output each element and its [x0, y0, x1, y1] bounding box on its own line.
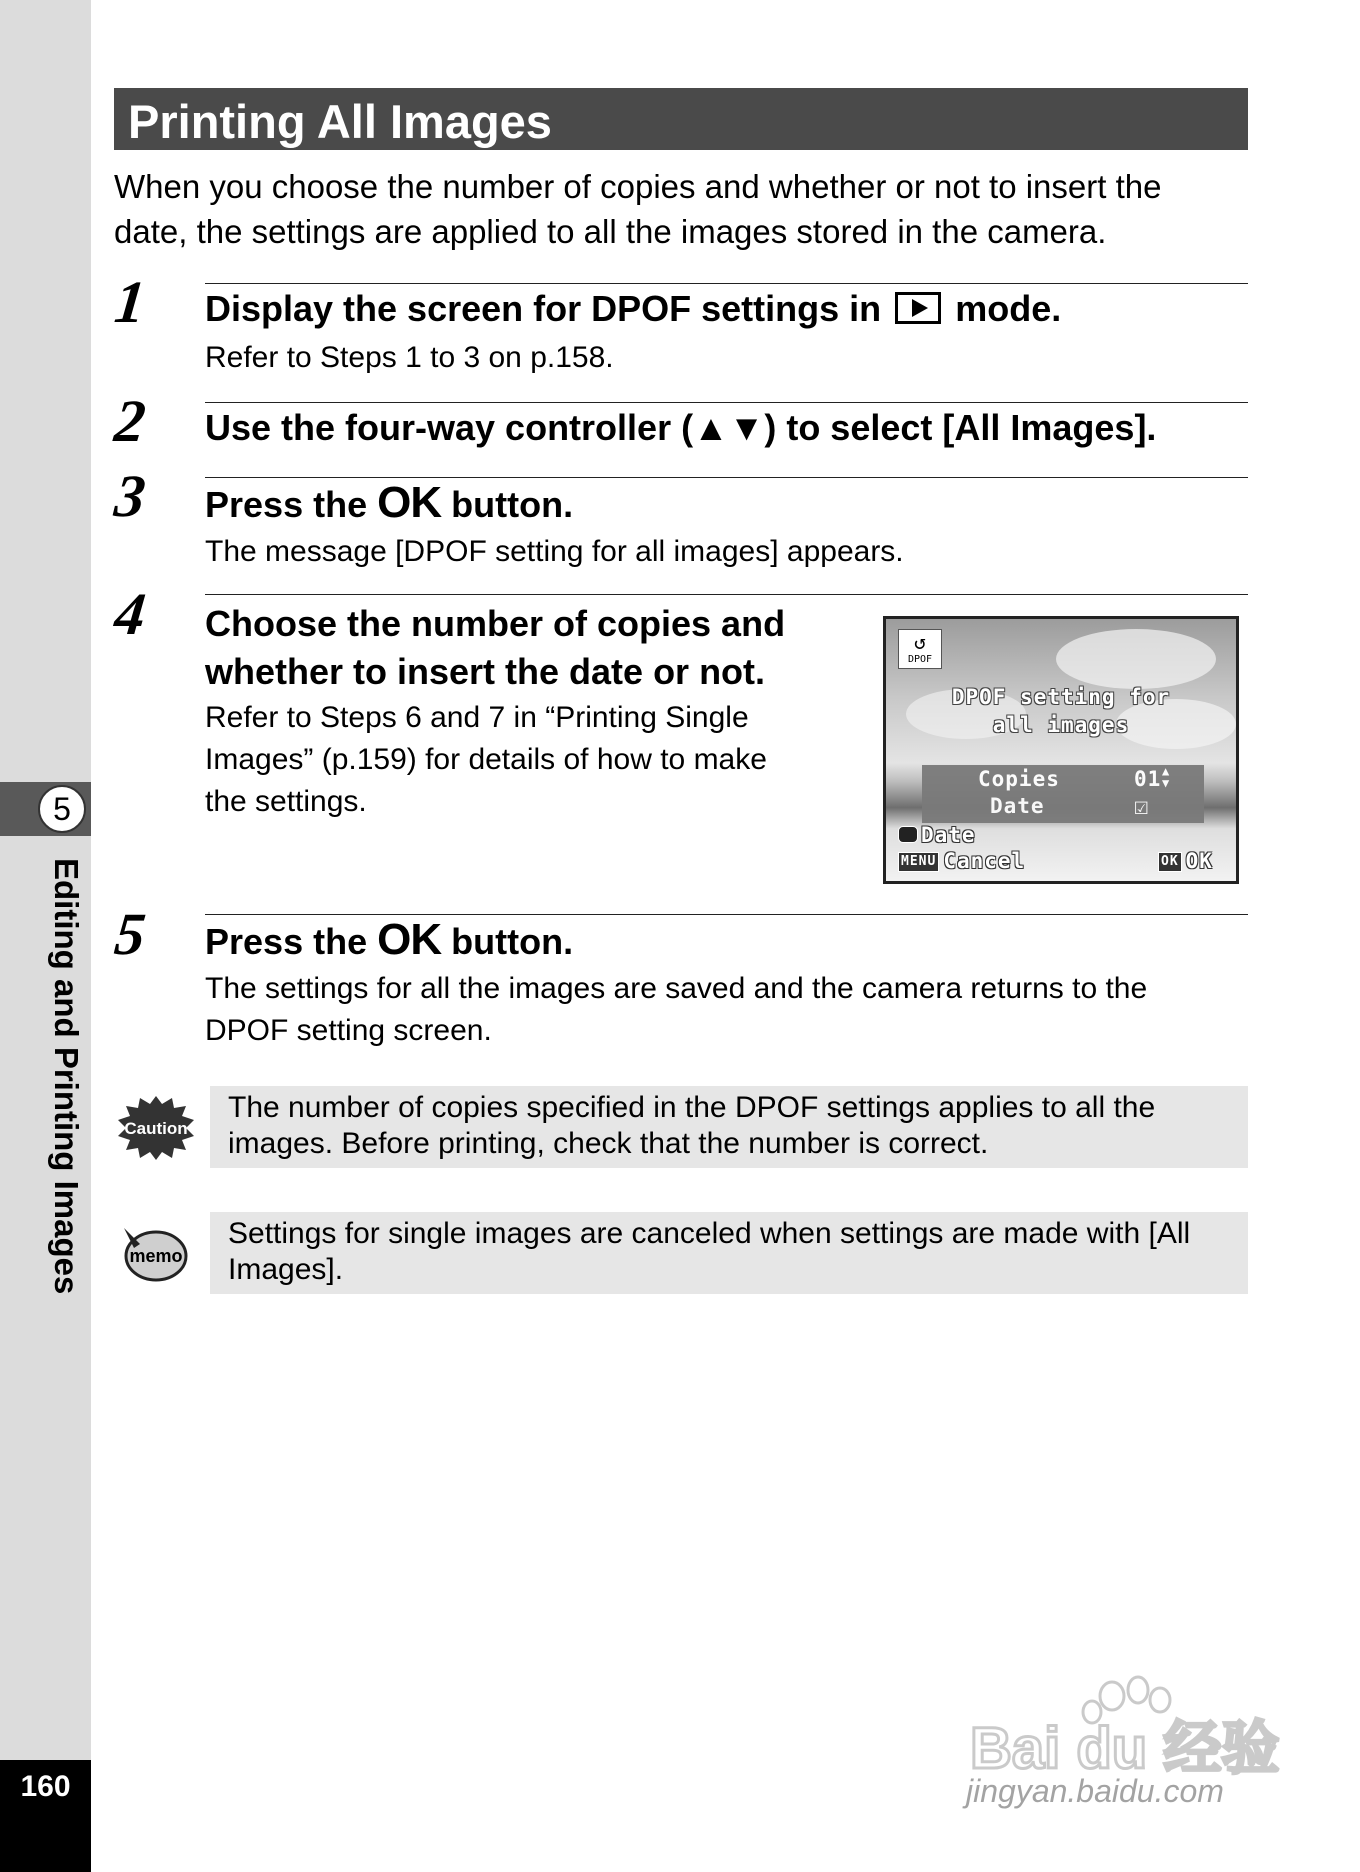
- step-heading: [205, 478, 573, 528]
- step-heading: [205, 288, 1061, 330]
- step-number: 5: [111, 901, 149, 967]
- page-number: 160: [20, 1770, 71, 1803]
- memo-icon-label: memo: [129, 1246, 183, 1266]
- play-icon: [895, 292, 941, 324]
- camera-message: DPOF setting for: [951, 685, 1171, 709]
- step-heading-text: mode.: [955, 288, 1062, 329]
- camera-message: all images: [992, 713, 1130, 737]
- step-body: [205, 697, 767, 823]
- intro-line: date, the settings are applied to all the images stored in the camera.: [114, 213, 1107, 250]
- step-number: 4: [111, 581, 149, 647]
- intro-line: When you choose the number of copies and whether or not to insert the: [114, 168, 1162, 205]
- dpof-icon-label: DPOF: [907, 654, 933, 665]
- step-body: [205, 968, 1147, 1052]
- green-button-icon: [898, 826, 918, 843]
- cancel-control: [898, 849, 1025, 873]
- step-number: 2: [111, 388, 149, 454]
- ok-button-symbol: OK: [377, 478, 442, 527]
- note-line: The number of copies specified in the DPOF settings applies to all the: [228, 1091, 1156, 1124]
- up-down-arrows-icon: ▲ ▼: [1162, 764, 1171, 790]
- step-heading-text: button.: [451, 484, 574, 525]
- cancel-label: Cancel: [943, 849, 1026, 873]
- step-number: 3: [111, 463, 149, 529]
- page-title: Printing All Images: [128, 95, 552, 148]
- watermark-url: jingyan.baidu.com: [966, 1773, 1224, 1809]
- step-body-line: the settings.: [205, 785, 367, 818]
- cloud: [1056, 629, 1216, 689]
- step-body: The message [DPOF setting for all images] appears.: [205, 535, 904, 568]
- step-heading-text: button.: [451, 921, 574, 962]
- watermark-logo-text: Bai du 经验: [970, 1716, 1280, 1780]
- intro-paragraph: [114, 164, 1254, 254]
- step-body: Refer to Steps 1 to 3 on p.158.: [205, 341, 614, 374]
- dpof-glyph-icon: ↺: [913, 630, 927, 654]
- date-checkbox: ☑: [1134, 792, 1150, 820]
- memo-note: [210, 1212, 1248, 1294]
- step-heading-line: whether to insert the date or not.: [205, 651, 766, 692]
- date-button: [898, 823, 976, 847]
- step-heading-text: Press the: [205, 484, 368, 525]
- baidu-watermark-logo: [960, 1670, 1280, 1785]
- camera-settings-panel: [922, 765, 1204, 823]
- chapter-title: Editing and Printing Images: [48, 858, 85, 1295]
- step-number: 1: [111, 269, 149, 335]
- date-button-label: Date: [921, 823, 976, 847]
- ok-button-symbol: OK: [377, 915, 442, 964]
- step-heading: Use the four-way controller (▲▼) to select [All Images].: [205, 407, 1157, 448]
- date-label: Date: [990, 794, 1045, 818]
- copies-value: 01: [1134, 767, 1162, 791]
- step-body-line: Images” (p.159) for details of how to make: [205, 743, 767, 776]
- caution-note: [210, 1086, 1248, 1168]
- title-bar: [114, 88, 1248, 150]
- note-line: images. Before printing, check that the number is correct.: [228, 1127, 989, 1160]
- camera-screen-image: [883, 616, 1239, 884]
- note-line: Images].: [228, 1253, 344, 1286]
- chapter-number: 5: [38, 785, 86, 833]
- step-body-line: DPOF setting screen.: [205, 1014, 492, 1047]
- note-line: Settings for single images are canceled when settings are made with [All: [228, 1217, 1191, 1250]
- ok-control: [1158, 849, 1213, 873]
- step-divider: [205, 283, 1248, 284]
- step-body-line: Refer to Steps 6 and 7 in “Printing Single: [205, 701, 749, 734]
- step-body-line: The settings for all the images are saved and the camera returns to the: [205, 972, 1148, 1005]
- step-divider: [205, 594, 1248, 595]
- dpof-icon: [898, 629, 942, 669]
- step-heading: [205, 600, 785, 696]
- ok-key-icon: OK: [1158, 852, 1182, 872]
- step-divider: [205, 402, 1248, 403]
- step-heading-text: Press the: [205, 921, 368, 962]
- menu-key-icon: MENU: [898, 852, 939, 872]
- caution-icon: [116, 1094, 196, 1165]
- caution-icon-label: Caution: [124, 1119, 188, 1138]
- step-heading: [205, 915, 573, 965]
- ok-label: OK: [1185, 849, 1213, 873]
- copies-label: Copies: [978, 767, 1060, 791]
- step-heading-text: Display the screen for DPOF settings in: [205, 288, 882, 329]
- step-heading-line: Choose the number of copies and: [205, 603, 786, 644]
- memo-icon: [118, 1220, 190, 1291]
